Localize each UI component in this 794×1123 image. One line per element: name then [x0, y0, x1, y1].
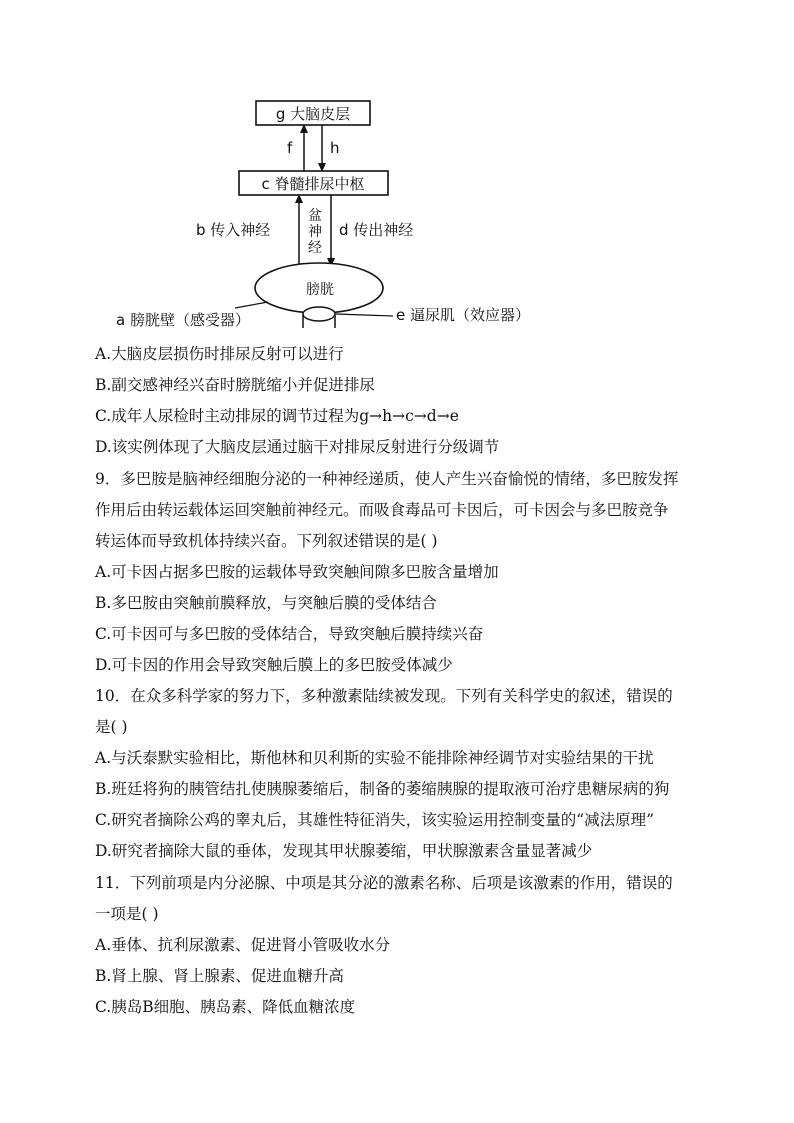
- q10-option-a: A.与沃泰默实验相比，斯他林和贝利斯的实验不能排除神经调节对实验结果的干扰: [95, 749, 654, 767]
- q9-option-a: A.可卡因占据多巴胺的运载体导致突触间隙多巴胺含量增加: [95, 563, 499, 581]
- cortex-label: g 大脑皮层: [275, 105, 351, 123]
- label-f: f: [287, 139, 293, 157]
- q8-option-b: B.副交感神经兴奋时膀胱缩小并促进排尿: [95, 376, 375, 394]
- q10-stem-line-2: 是( ): [95, 718, 128, 736]
- q9-stem-line-1: 9．多巴胺是脑神经细胞分泌的一种神经递质，使人产生兴奋愉悦的情绪，多巴胺发挥: [95, 470, 679, 488]
- q9-option-c: C.可卡因可与多巴胺的受体结合，导致突触后膜持续兴奋: [95, 625, 484, 643]
- q9-stem-line-3: 转运体而导致机体持续兴奋。下列叙述错误的是( ): [95, 532, 438, 550]
- q8-option-a: A.大脑皮层损伤时排尿反射可以进行: [95, 345, 344, 363]
- q10-stem-line-1: 10．在众多科学家的努力下，多种激素陆续被发现。下列有关科学史的叙述，错误的: [95, 687, 673, 705]
- sphincter-shape: [303, 307, 335, 321]
- pointer-e: [336, 314, 393, 316]
- q10-option-b: B.班廷将狗的胰管结扎使胰腺萎缩后，制备的萎缩胰腺的提取液可治疗患糖尿病的狗: [95, 780, 670, 798]
- q8-option-d: D.该实例体现了大脑皮层通过脑干对排尿反射进行分级调节: [95, 438, 500, 456]
- q8-option-c: C.成年人尿检时主动排尿的调节过程为g→h→c→d→e: [95, 407, 459, 425]
- q11-stem-line-1: 11．下列前项是内分泌腺、中项是其分泌的激素名称、后项是该激素的作用，错误的: [95, 874, 673, 892]
- label-e: e 逼尿肌（效应器）: [396, 306, 530, 324]
- label-a: a 膀胱壁（感受器）: [116, 311, 250, 329]
- bladder-label: 膀胱: [306, 282, 334, 298]
- label-d: d 传出神经: [339, 221, 414, 239]
- pelvic-nerve-char-1: 盆: [308, 208, 322, 224]
- q11-option-a: A.垂体、抗利尿激素、促进肾小管吸收水分: [95, 936, 391, 954]
- q9-stem-line-2: 作用后由转运载体运回突触前神经元。而吸食毒品可卡因后，可卡因会与多巴胺竞争: [95, 501, 669, 519]
- pelvic-nerve-char-3: 经: [308, 240, 322, 256]
- q11-option-c: C.胰岛B细胞、胰岛素、降低血糖浓度: [95, 998, 356, 1016]
- spinal-center-label: c 脊髓排尿中枢: [261, 175, 365, 193]
- q9-option-b: B.多巴胺由突触前膜释放，与突触后膜的受体结合: [95, 594, 437, 612]
- label-h: h: [330, 139, 340, 157]
- micturition-reflex-diagram: [0, 0, 794, 340]
- pointer-a: [235, 302, 268, 308]
- q11-option-b: B.肾上腺、肾上腺素、促进血糖升高: [95, 967, 344, 985]
- q10-option-d: D.研究者摘除大鼠的垂体，发现其甲状腺萎缩，甲状腺激素含量显著减少: [95, 842, 593, 860]
- label-b: b 传入神经: [196, 221, 271, 239]
- q9-option-d: D.可卡因的作用会导致突触后膜上的多巴胺受体减少: [95, 656, 453, 674]
- pelvic-nerve-char-2: 神: [308, 224, 322, 240]
- q11-stem-line-2: 一项是( ): [95, 905, 159, 923]
- q10-option-c: C.研究者摘除公鸡的睾丸后，其雄性特征消失，该实验运用控制变量的“减法原理”: [95, 811, 655, 829]
